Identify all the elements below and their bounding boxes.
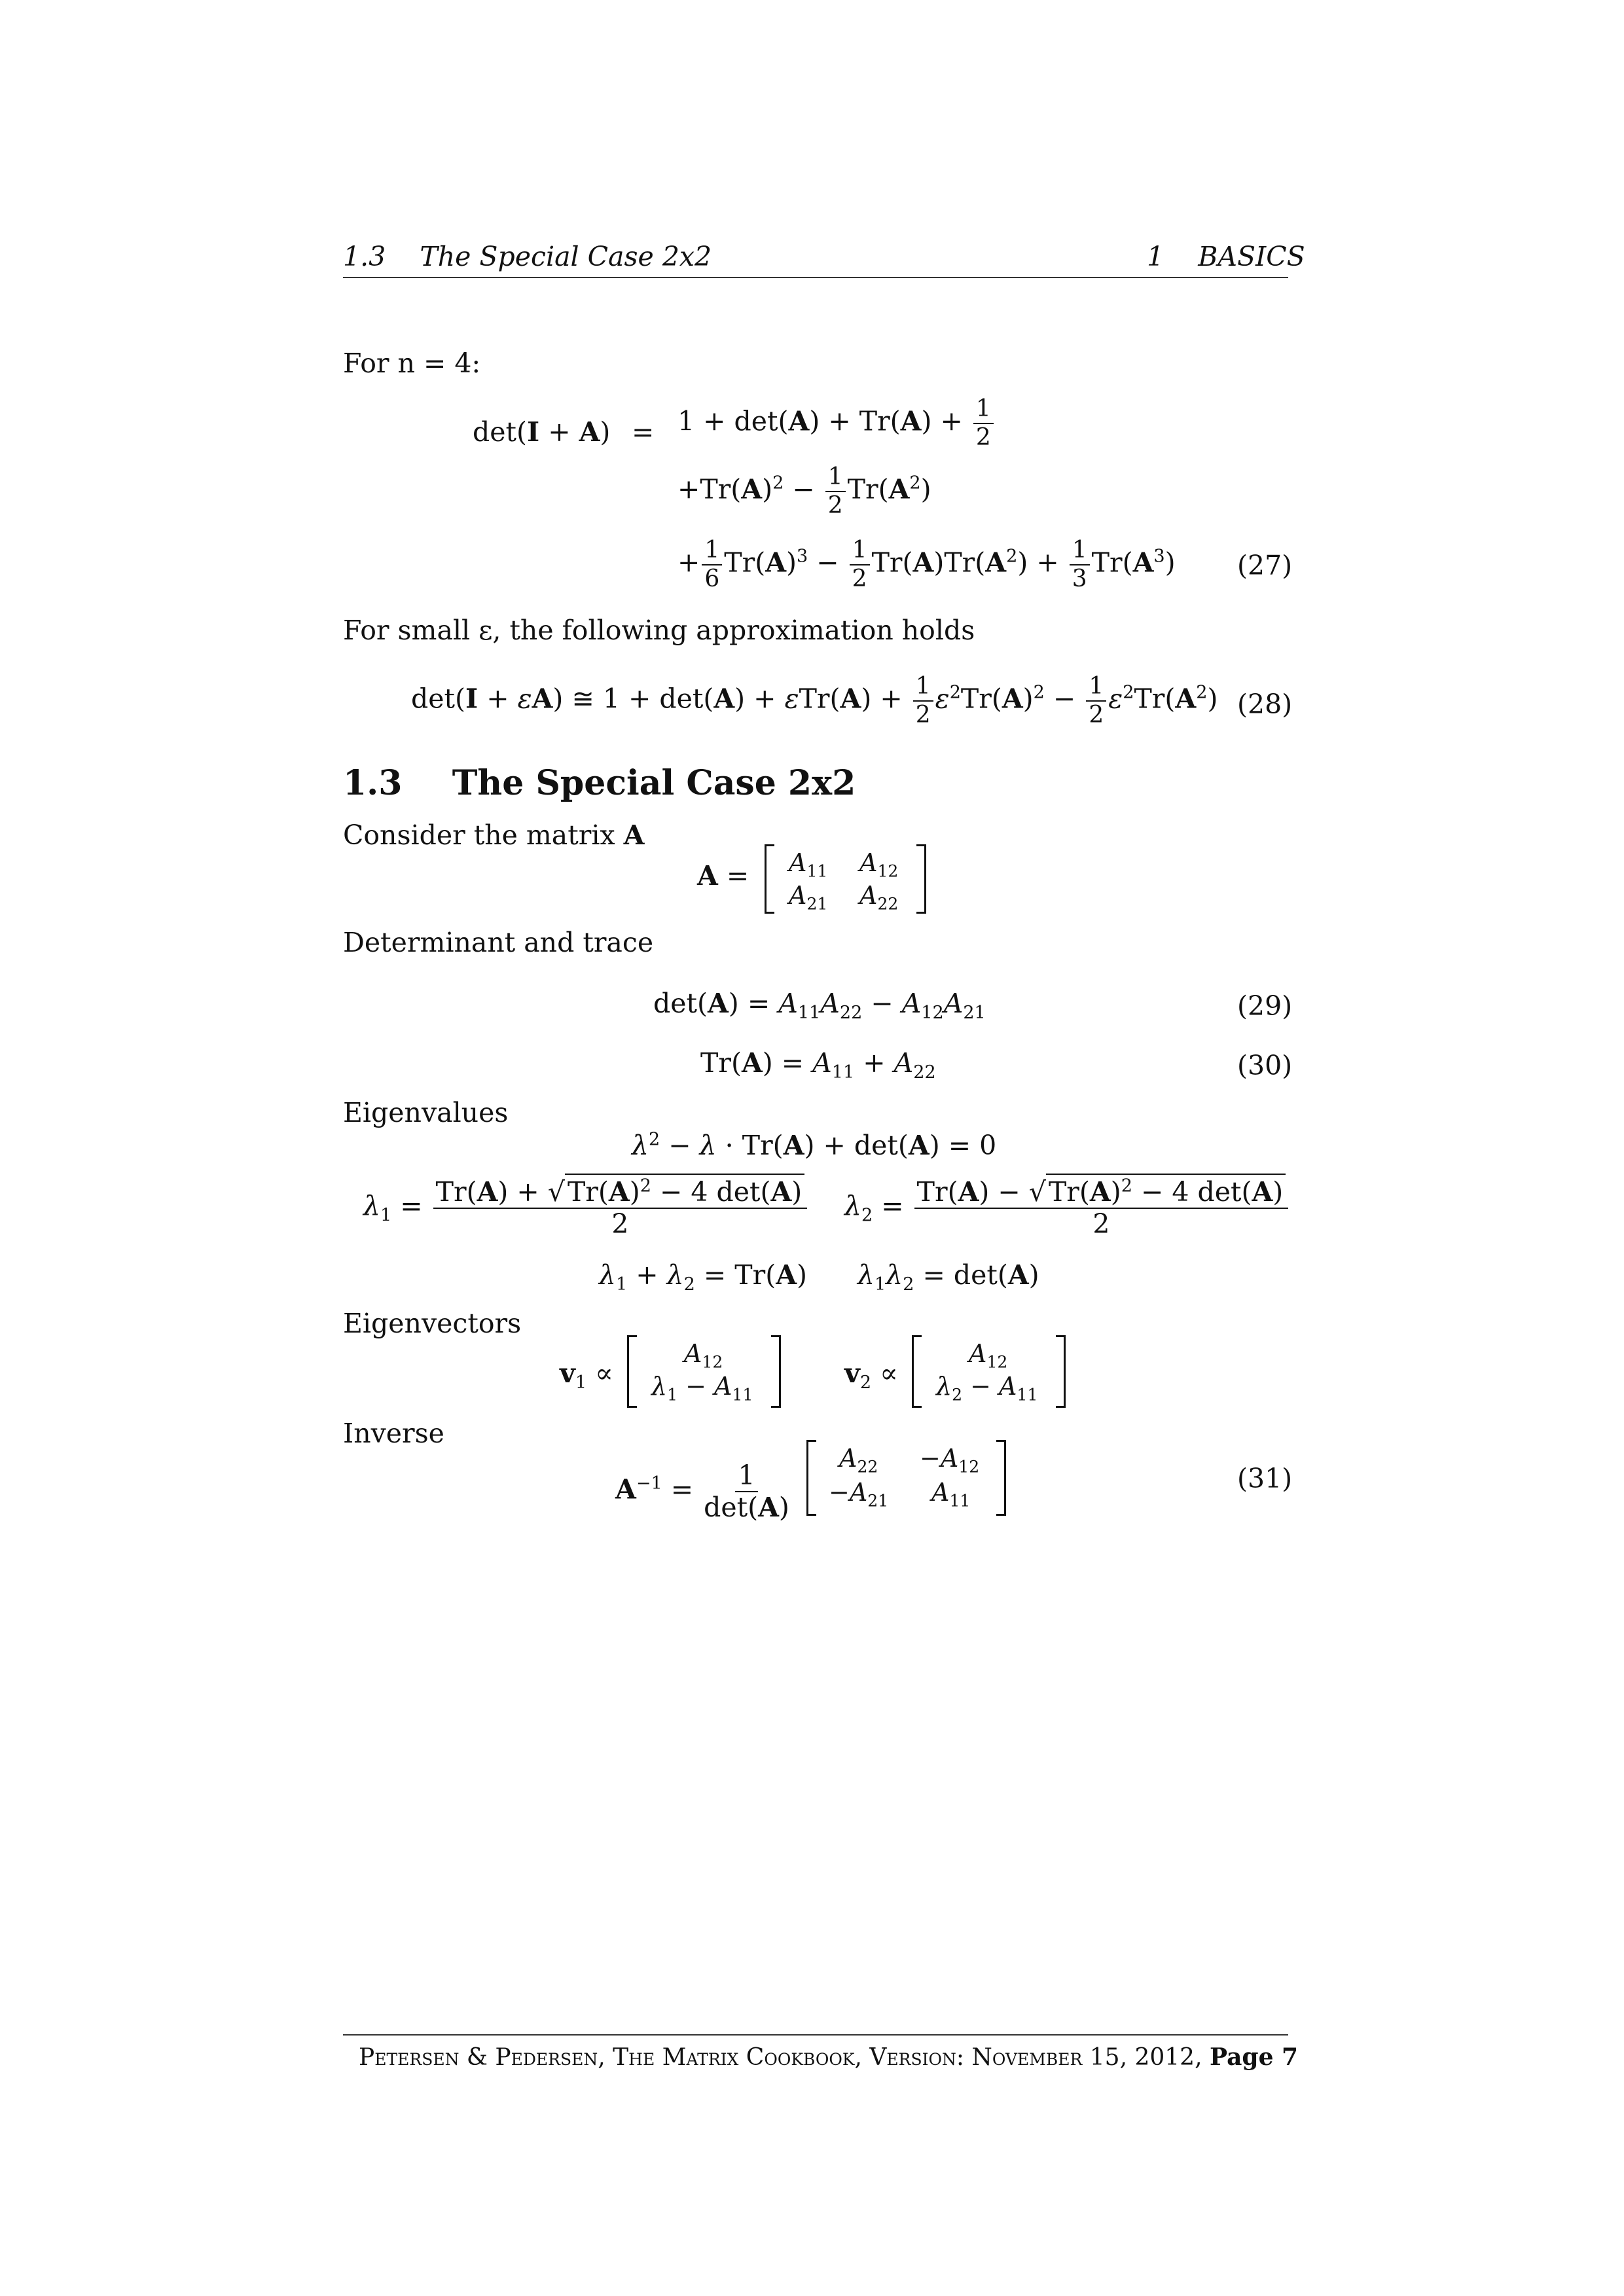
inverse-cell: $A_{22}$ [839,1444,878,1477]
inverse-cell: $A_{11}$ [931,1478,971,1511]
matrix-a-lhs: A = [697,860,749,891]
matrix-a-left-bracket [765,844,774,914]
running-header-left [343,243,712,270]
eigenvalue-sum: $\lambda_1 + \lambda_2 = Tr(A)$ [599,1259,808,1295]
characteristic-equation: $\lambda^2 - \lambda \cdot Tr(A) + \det(A) = 0$ [632,1129,997,1161]
for-n4-text: For n = 4: [343,348,481,379]
matrix-a-cell: $A_{11}$ [789,848,828,881]
inverse-right-bracket [996,1440,1006,1516]
footer-rule [343,2034,1288,2036]
inverse-left-bracket [806,1440,816,1516]
v2-right-bracket [1056,1335,1066,1408]
equation-number-27: (27) [1237,550,1293,581]
header-section-number: 1.3 [343,241,386,272]
consider-text: Consider the matrix A [343,819,645,851]
v1-lhs: $v_1$ ∝ [560,1357,613,1393]
eq27-lhs: det(I + A) [473,416,611,448]
lambda2-formula: $\lambda_2$ = $\frac{Tr(A) - √Tr(A)^2 - 4 \det(A)}{2}$ [844,1178,1290,1238]
small-epsilon-text: For small ε, the following approximation holds [343,615,975,646]
v2-left-bracket [912,1335,922,1408]
eigenvalues-text: Eigenvalues [343,1097,509,1128]
eq29-expression: $\det(A) = A_{11}A_{22} - A_{12}A_{21}$ [653,988,986,1024]
v1-cell: $\lambda_1 - A_{11}$ [651,1372,753,1405]
matrix-a-cell: $A_{12}$ [859,848,899,881]
v1-left-bracket [627,1335,637,1408]
matrix-a-right-bracket [916,844,926,914]
matrix-a-cell: $A_{21}$ [789,881,828,914]
inverse-cell: $-A_{21}$ [829,1478,889,1511]
equation-number-31: (31) [1237,1463,1293,1494]
footer-page-number: Page 7 [1209,2043,1299,2071]
section-title: The Special Case 2x2 [452,763,856,803]
eq27-equals: = [632,416,655,448]
matrix-a-cell: $A_{22}$ [859,881,899,914]
eq27-line2: $+Tr(A)^2$ − $\frac{1}{2}$ $Tr(A^2)$ [677,463,931,519]
section-number: 1.3 [343,763,403,803]
v2-cell: $\lambda_2 - A_{11}$ [936,1372,1038,1405]
inverse-text: Inverse [343,1418,444,1449]
footer-citation: Petersen & Pedersen, The Matrix Cookbook, Version: November 15, 2012, [359,2044,1202,2071]
section-heading [343,763,856,803]
header-chapter-title: BASICS [1198,241,1305,272]
half-fraction: $\frac{1}{2}$ [973,397,994,450]
lambda1-formula: $\lambda_1$ = $\frac{Tr(A) + √Tr(A)^2 - 4 \det(A)}{2}$ [363,1178,809,1238]
inverse-lhs: $A^{-1}$ = $\frac{1}{\det(A)}$ [615,1460,789,1524]
eq27-line1: 1 + det(A) + Tr(A) + $\frac{1}{2}$ [677,397,996,450]
eigenvalue-product: $\lambda_1\lambda_2 = \det(A)$ [857,1259,1039,1295]
footer [359,2043,1298,2071]
equation-number-30: (30) [1237,1050,1293,1081]
header-section-title: The Special Case 2x2 [420,241,712,272]
eq28-expression: det(I + εA) ≅ 1 + det(A) + εTr(A) + $\frac{1}{2}$ $\varepsilon^2Tr(A)^2$ − $\frac{1}{2}$ $\varepsilon^2Tr(A^2)$ [411,673,1218,728]
v2-cell: $A_{12}$ [969,1339,1008,1372]
equation-number-28: (28) [1237,689,1293,720]
header-chapter-number: 1 [1147,241,1164,272]
equation-number-29: (29) [1237,990,1293,1022]
running-header-right [1147,243,1305,270]
v2-lhs: $v_2$ ∝ [844,1357,898,1393]
header-rule [343,277,1288,278]
v1-cell: $A_{12}$ [684,1339,723,1372]
eq27-line3: + $\frac{1}{6}$ $Tr(A)^3$ − $\frac{1}{2}$ $Tr(A)Tr(A^2)$ + $\frac{1}{3}$ $Tr(A^3)$ [677,537,1176,592]
eq30-expression: $Tr(A) = A_{11} + A_{22}$ [700,1047,936,1083]
v1-right-bracket [771,1335,781,1408]
inverse-cell: $-A_{12}$ [920,1444,980,1477]
det-trace-text: Determinant and trace [343,927,654,958]
eigenvectors-text: Eigenvectors [343,1308,522,1339]
